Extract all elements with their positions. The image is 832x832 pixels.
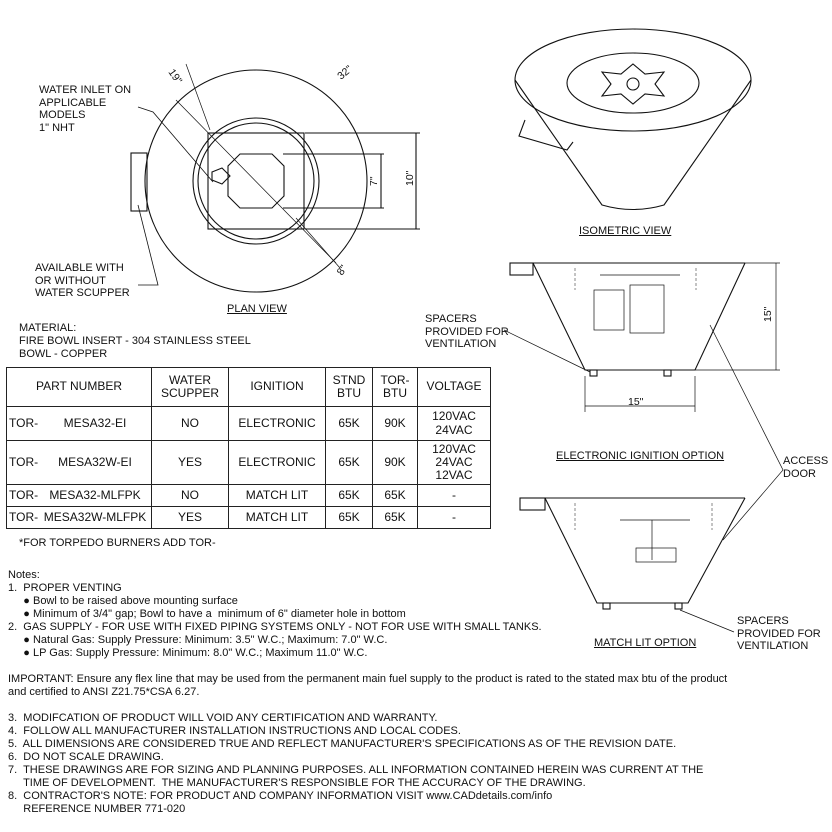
material-heading: MATERIAL:: [19, 322, 77, 334]
table-row: [7, 485, 491, 507]
note-line: ● Bowl to be raised above mounting surface: [8, 595, 238, 607]
note-line: 2. GAS SUPPLY - FOR USE WITH FIXED PIPING SYSTEMS ONLY - NOT FOR USE WITH SMALL TANKS.: [8, 621, 542, 633]
cell-voltage: 120VAC 24VAC: [418, 407, 491, 441]
cell-part: MESA32-EI: [39, 407, 152, 441]
material-line-1: FIRE BOWL INSERT - 304 STAINLESS STEEL: [19, 335, 251, 347]
isometric-view-title: ISOMETRIC VIEW: [579, 225, 672, 237]
cell-scupper: NO: [152, 407, 229, 441]
dim-height-15: 15": [762, 306, 774, 322]
header-ignition: IGNITION: [229, 368, 326, 407]
match-lit-drawing: [520, 498, 745, 632]
cell-voltage: -: [418, 485, 491, 507]
cell-part: MESA32W-MLFPK: [39, 507, 152, 529]
table-row: [7, 507, 491, 529]
cell-stnd: 65K: [326, 485, 373, 507]
table-row: [7, 407, 491, 441]
plan-water-inlet: [212, 168, 230, 184]
scupper-label: AVAILABLE WITH OR WITHOUT WATER SCUPPER: [35, 262, 130, 300]
dim-10: 10": [404, 170, 416, 186]
parts-table: [6, 367, 491, 529]
cell-voltage: 120VAC 24VAC 12VAC: [418, 441, 491, 485]
spacers-label-matchlit: SPACERS PROVIDED FOR VENTILATION: [737, 615, 821, 653]
note-line: 5. ALL DIMENSIONS ARE CONSIDERED TRUE AND REFLECT MANUFACTURER'S SPECIFICATIONS AS OF THE REVISION DATE.: [8, 738, 677, 750]
access-door-label: ACCESS DOOR: [783, 455, 829, 480]
note-line: ● LP Gas: Supply Pressure: Minimum: 8.0" W.C.; Maximum 11.0" W.C.: [8, 647, 368, 659]
note-line: ● Natural Gas: Supply Pressure: Minimum: 3.5" W.C.; Maximum: 7.0" W.C.: [8, 634, 388, 646]
access-door-leader: [710, 325, 783, 540]
dim-8: 8": [334, 262, 350, 278]
cell-stnd: 65K: [326, 441, 373, 485]
important-line-2: and certified to ANSI Z21.75*CSA 6.27.: [8, 686, 200, 698]
cell-part: MESA32W-EI: [39, 441, 152, 485]
cell-ignition: ELECTRONIC: [229, 441, 326, 485]
note-line: 6. DO NOT SCALE DRAWING.: [8, 751, 164, 763]
cell-prefix: TOR-: [7, 507, 40, 529]
note-line: REFERENCE NUMBER 771-020: [8, 803, 186, 815]
cell-part: MESA32-MLFPK: [39, 485, 152, 507]
isometric-view-drawing: [515, 29, 751, 210]
spacers-label-electronic: SPACERS PROVIDED FOR VENTILATION: [425, 313, 509, 351]
header-water-scupper: WATER SCUPPER: [152, 368, 229, 407]
note-line: 8. CONTRACTOR'S NOTE: FOR PRODUCT AND COMPANY INFORMATION VISIT www.CADdetails.com/info: [8, 790, 553, 802]
header-part-number: PART NUMBER: [7, 368, 152, 407]
note-line: 4. FOLLOW ALL MANUFACTURER INSTALLATION INSTRUCTIONS AND LOCAL CODES.: [8, 725, 461, 737]
cell-ignition: MATCH LIT: [229, 507, 326, 529]
cell-prefix: TOR-: [7, 441, 40, 485]
cell-ignition: ELECTRONIC: [229, 407, 326, 441]
plan-view-title: PLAN VIEW: [227, 303, 287, 315]
material-line-2: BOWL - COPPER: [19, 348, 108, 360]
electronic-ignition-title: ELECTRONIC IGNITION OPTION: [556, 450, 725, 462]
dim-32: 32": [335, 63, 355, 83]
match-lit-title: MATCH LIT OPTION: [594, 637, 697, 649]
note-line: 1. PROPER VENTING: [8, 582, 122, 594]
note-line: TIME OF DEVELOPMENT. THE MANUFACTURER'S RESPONSIBLE FOR THE ACCURACY OF THE DRAWING.: [8, 777, 586, 789]
note-line: ● Minimum of 3/4" gap; Bowl to have a minimum of 6" diameter hole in bottom: [8, 608, 406, 620]
dim-19: 19": [165, 66, 185, 87]
cell-stnd: 65K: [326, 407, 373, 441]
cell-tor: 90K: [373, 441, 418, 485]
cell-tor: 65K: [373, 507, 418, 529]
notes-heading: Notes:: [8, 569, 40, 581]
cell-scupper: YES: [152, 441, 229, 485]
header-voltage: VOLTAGE: [418, 368, 491, 407]
table-row: [7, 441, 491, 485]
cell-stnd: 65K: [326, 507, 373, 529]
cell-voltage: -: [418, 507, 491, 529]
cell-prefix: TOR-: [7, 485, 40, 507]
cell-prefix: TOR-: [7, 407, 40, 441]
plan-outer-bowl: [145, 70, 367, 292]
note-line: 3. MODIFCATION OF PRODUCT WILL VOID ANY CERTIFICATION AND WARRANTY.: [8, 712, 438, 724]
dim-7: 7": [368, 176, 380, 186]
header-tor-btu: TOR- BTU: [373, 368, 418, 407]
table-footnote: *FOR TORPEDO BURNERS ADD TOR-: [19, 537, 216, 549]
table-header-row: [7, 368, 491, 407]
cell-scupper: YES: [152, 507, 229, 529]
header-stnd-btu: STND BTU: [326, 368, 373, 407]
dim-base-15: 15": [628, 396, 644, 408]
plan-burner-octagon: [228, 154, 284, 208]
cell-tor: 65K: [373, 485, 418, 507]
cell-ignition: MATCH LIT: [229, 485, 326, 507]
cell-tor: 90K: [373, 407, 418, 441]
electronic-ignition-drawing: [504, 263, 780, 412]
important-line-1: IMPORTANT: Ensure any flex line that may be used from the permanent main fuel supply to the product is rated to the stated max btu of the product: [8, 673, 728, 685]
water-inlet-label: WATER INLET ON APPLICABLE MODELS 1" NHT: [39, 84, 132, 134]
cell-scupper: NO: [152, 485, 229, 507]
note-line: 7. THESE DRAWINGS ARE FOR SIZING AND PLANNING PURPOSES. ALL INFORMATION CONTAINED HEREIN WAS CURRENT AT THE: [8, 764, 704, 776]
